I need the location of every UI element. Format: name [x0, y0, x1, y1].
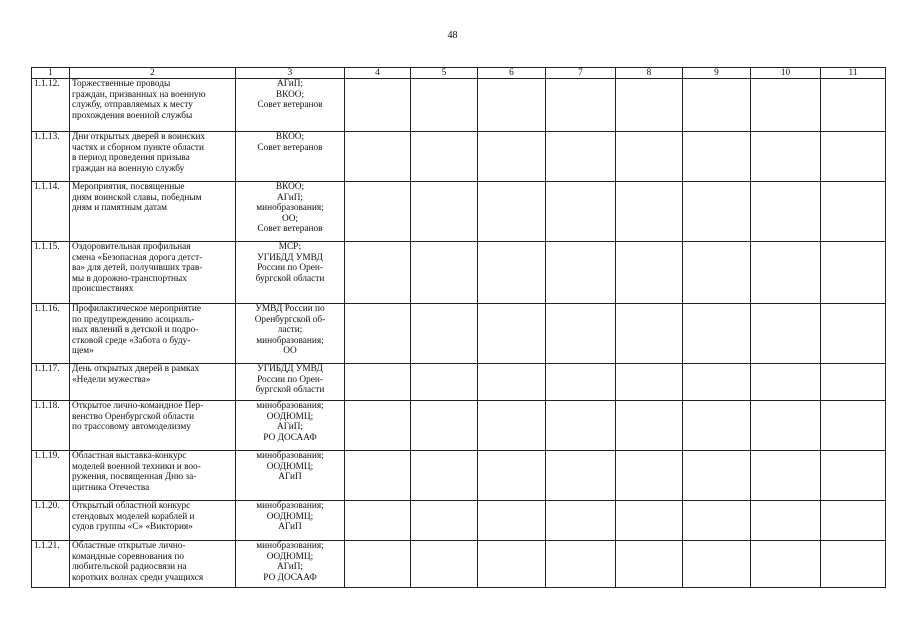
empty-cell-col-5	[411, 242, 478, 304]
empty-cell-col-5	[411, 541, 478, 588]
event-name	[70, 501, 236, 541]
empty-cell-col-4	[345, 79, 411, 132]
executor-line: минобразования;	[256, 541, 324, 551]
empty-cell-col-9	[683, 242, 751, 304]
event-name	[70, 304, 236, 364]
event-name	[70, 541, 236, 588]
row-number: 1.1.12.	[32, 79, 70, 132]
event-name-line: прохождения военной службы	[72, 110, 193, 121]
event-name-line: по трассовому автомоделизму	[72, 422, 191, 433]
empty-cell-col-10	[751, 182, 821, 242]
row-number: 1.1.16.	[32, 304, 70, 364]
empty-cell-col-7	[546, 132, 616, 182]
empty-cell-col-7	[546, 304, 616, 364]
executor-line: Оренбургской об-	[254, 314, 326, 325]
executor-line: ласти;	[277, 325, 303, 336]
executor-line: АГиП	[278, 472, 302, 483]
column-header-11: 11	[821, 68, 886, 79]
executor-line: АГиП;	[276, 422, 303, 433]
empty-cell-col-10	[751, 132, 821, 182]
column-header-1: 1	[32, 68, 70, 79]
empty-cell-col-5	[411, 364, 478, 401]
event-name-line: ружения, посвященная Дню за-	[72, 472, 197, 483]
column-header-5: 5	[411, 68, 478, 79]
empty-cell-col-6	[478, 242, 546, 304]
empty-cell-col-7	[546, 364, 616, 401]
executor-line: России по Орен-	[257, 263, 323, 274]
executors	[236, 242, 345, 304]
empty-cell-col-9	[683, 401, 751, 451]
executor-line: ВКОО;	[275, 132, 305, 142]
empty-cell-col-10	[751, 501, 821, 541]
empty-cell-col-10	[751, 451, 821, 501]
event-name-line: дням воинской славы, победным	[72, 192, 202, 203]
row-number: 1.1.19.	[32, 451, 70, 501]
column-header-4: 4	[345, 68, 411, 79]
executor-line: минобразования;	[256, 401, 324, 411]
empty-cell-col-5	[411, 182, 478, 242]
executors	[236, 401, 345, 451]
event-name-line: Областные открытые лично-	[72, 541, 186, 551]
empty-cell-col-5	[411, 401, 478, 451]
events-table	[31, 67, 886, 588]
row-number: 1.1.15.	[32, 242, 70, 304]
event-name	[70, 79, 236, 132]
table-body	[32, 79, 886, 588]
empty-cell-col-8	[616, 501, 683, 541]
column-header-2: 2	[70, 68, 236, 79]
row-number: 1.1.20.	[32, 501, 70, 541]
event-name-line: «Недели мужества»	[72, 374, 151, 385]
event-name-line: Областная выставка-конкурс	[72, 451, 187, 461]
executors	[236, 451, 345, 501]
event-name-line: Открытый областной конкурс	[72, 501, 191, 511]
executor-line: РО ДОСААФ	[263, 432, 317, 443]
event-name-line: Дни открытых дверей в воинских	[72, 132, 206, 142]
empty-cell-col-8	[616, 451, 683, 501]
empty-cell-col-11	[821, 304, 886, 364]
table-row	[32, 132, 886, 182]
event-name-line: ных явлений в детской и подро-	[72, 325, 199, 336]
empty-cell-col-6	[478, 304, 546, 364]
empty-cell-col-11	[821, 501, 886, 541]
executor-line: УГИБДД УМВД	[257, 364, 323, 374]
executor-line: минобразования;	[256, 451, 324, 461]
executor-line: МСР;	[278, 242, 302, 252]
empty-cell-col-10	[751, 541, 821, 588]
column-header-9: 9	[683, 68, 751, 79]
table-row	[32, 401, 886, 451]
executors	[236, 501, 345, 541]
event-name-line: стковой среде «Забота о буду-	[72, 335, 191, 346]
empty-cell-col-11	[821, 79, 886, 132]
event-name-line: стендовых моделей кораблей и	[72, 511, 195, 522]
row-number: 1.1.17.	[32, 364, 70, 401]
empty-cell-col-11	[821, 541, 886, 588]
event-name-line: дням и памятным датам	[72, 203, 168, 214]
column-header-6: 6	[478, 68, 546, 79]
empty-cell-col-6	[478, 364, 546, 401]
executor-line: бургской области	[255, 385, 325, 396]
executor-line: бургской области	[255, 273, 325, 284]
empty-cell-col-7	[546, 242, 616, 304]
event-name-line: смена «Безопасная дорога детст-	[72, 252, 203, 263]
empty-cell-col-6	[478, 79, 546, 132]
executor-line: ООДЮМЦ;	[266, 411, 314, 422]
row-number: 1.1.13.	[32, 132, 70, 182]
table-row	[32, 304, 886, 364]
table-row	[32, 242, 886, 304]
empty-cell-col-11	[821, 242, 886, 304]
empty-cell-col-5	[411, 79, 478, 132]
empty-cell-col-6	[478, 132, 546, 182]
empty-cell-col-11	[821, 401, 886, 451]
empty-cell-col-7	[546, 79, 616, 132]
header-row	[32, 68, 886, 79]
empty-cell-col-5	[411, 451, 478, 501]
event-name-line: Торжественные проводы	[72, 79, 171, 89]
empty-cell-col-4	[345, 501, 411, 541]
table-row	[32, 501, 886, 541]
executors	[236, 79, 345, 132]
executor-line: АГиП;	[276, 79, 303, 89]
empty-cell-col-9	[683, 364, 751, 401]
event-name-line: командные соревнования по	[72, 551, 184, 562]
event-name-line: граждан на военную службу	[72, 163, 185, 174]
empty-cell-col-8	[616, 304, 683, 364]
empty-cell-col-6	[478, 451, 546, 501]
event-name-line: службу, отправляемых к месту	[72, 100, 193, 111]
empty-cell-col-10	[751, 242, 821, 304]
empty-cell-col-4	[345, 182, 411, 242]
column-header-3: 3	[236, 68, 345, 79]
empty-cell-col-4	[345, 304, 411, 364]
empty-cell-col-10	[751, 79, 821, 132]
empty-cell-col-8	[616, 132, 683, 182]
table-row	[32, 182, 886, 242]
event-name-line: щем»	[72, 346, 94, 357]
executor-line: ОО;	[281, 213, 298, 224]
executor-line: Совет ветеранов	[257, 224, 323, 235]
empty-cell-col-4	[345, 242, 411, 304]
event-name-line: происшествиях	[72, 284, 134, 295]
empty-cell-col-5	[411, 304, 478, 364]
event-name-line: моделей военной техники и воо-	[72, 461, 201, 472]
row-number: 1.1.21.	[32, 541, 70, 588]
executor-line: ООДЮМЦ;	[266, 551, 314, 562]
empty-cell-col-4	[345, 132, 411, 182]
executor-line: УМВД России по	[255, 304, 325, 314]
event-name	[70, 401, 236, 451]
empty-cell-col-7	[546, 451, 616, 501]
table-row	[32, 364, 886, 401]
empty-cell-col-8	[616, 79, 683, 132]
empty-cell-col-7	[546, 182, 616, 242]
row-number: 1.1.18.	[32, 401, 70, 451]
empty-cell-col-8	[616, 401, 683, 451]
event-name-line: судов группы «С» «Виктория»	[72, 522, 193, 533]
executor-line: РО ДОСААФ	[263, 572, 317, 583]
executor-line: Совет ветеранов	[257, 100, 323, 111]
executors	[236, 182, 345, 242]
empty-cell-col-5	[411, 132, 478, 182]
event-name-line: Оздоровительная профильная	[72, 242, 191, 252]
empty-cell-col-9	[683, 132, 751, 182]
empty-cell-col-11	[821, 364, 886, 401]
empty-cell-col-8	[616, 242, 683, 304]
empty-cell-col-10	[751, 304, 821, 364]
empty-cell-col-10	[751, 364, 821, 401]
event-name-line: мы в дорожно-транспортных	[72, 273, 187, 284]
event-name	[70, 242, 236, 304]
column-header-7: 7	[546, 68, 616, 79]
empty-cell-col-6	[478, 401, 546, 451]
empty-cell-col-9	[683, 501, 751, 541]
event-name	[70, 132, 236, 182]
table-row	[32, 451, 886, 501]
executor-line: ООДЮМЦ;	[266, 511, 314, 522]
empty-cell-col-8	[616, 182, 683, 242]
event-name-line: коротких волнах среди учащихся	[72, 572, 204, 583]
empty-cell-col-4	[345, 541, 411, 588]
event-name-line: по предупреждению асоциаль-	[72, 314, 195, 325]
executor-line: ОО	[283, 346, 297, 357]
table-row	[32, 541, 886, 588]
empty-cell-col-11	[821, 451, 886, 501]
table-row	[32, 79, 886, 132]
row-number: 1.1.14.	[32, 182, 70, 242]
executor-line: УГИБДД УМВД	[257, 252, 323, 263]
executors	[236, 364, 345, 401]
event-name-line: Профилактическое мероприятие	[72, 304, 201, 314]
empty-cell-col-4	[345, 401, 411, 451]
empty-cell-col-7	[546, 401, 616, 451]
empty-cell-col-4	[345, 364, 411, 401]
event-name	[70, 182, 236, 242]
event-name-line: щитника Отечества	[72, 482, 150, 493]
event-name-line: граждан, призванных на военную	[72, 89, 206, 100]
executor-line: ООДЮМЦ;	[266, 461, 314, 472]
column-header-10: 10	[751, 68, 821, 79]
empty-cell-col-9	[683, 182, 751, 242]
empty-cell-col-6	[478, 501, 546, 541]
event-name-line: венство Оренбургской области	[72, 411, 195, 422]
executor-line: минобразования;	[256, 203, 324, 214]
event-name-line: Открытое лично-командное Пер-	[72, 401, 204, 411]
executor-line: минобразования;	[256, 501, 324, 511]
column-header-8: 8	[616, 68, 683, 79]
event-name-line: частях и сборном пункте области	[72, 142, 204, 153]
event-name	[70, 364, 236, 401]
empty-cell-col-5	[411, 501, 478, 541]
empty-cell-col-8	[616, 541, 683, 588]
empty-cell-col-6	[478, 541, 546, 588]
executors	[236, 132, 345, 182]
event-name-line: любительской радиосвязи на	[72, 562, 187, 573]
empty-cell-col-9	[683, 79, 751, 132]
empty-cell-col-11	[821, 182, 886, 242]
empty-cell-col-7	[546, 541, 616, 588]
empty-cell-col-9	[683, 304, 751, 364]
empty-cell-col-9	[683, 541, 751, 588]
event-name-line: Мероприятия, посвященные	[72, 182, 185, 192]
executors	[236, 304, 345, 364]
executors	[236, 541, 345, 588]
event-name	[70, 451, 236, 501]
executor-line: Совет ветеранов	[257, 142, 323, 153]
empty-cell-col-4	[345, 451, 411, 501]
executor-line: ВКОО;	[275, 89, 305, 100]
empty-cell-col-11	[821, 132, 886, 182]
empty-cell-col-9	[683, 451, 751, 501]
executor-line: ВКОО;	[275, 182, 305, 192]
empty-cell-col-8	[616, 364, 683, 401]
event-name-line: в период проведения призыва	[72, 153, 190, 164]
empty-cell-col-10	[751, 401, 821, 451]
empty-cell-col-6	[478, 182, 546, 242]
event-name-line: День открытых дверей в рамках	[72, 364, 200, 374]
empty-cell-col-7	[546, 501, 616, 541]
event-name-line: ва» для детей, получивших трав-	[72, 263, 203, 274]
executor-line: минобразования;	[256, 335, 324, 346]
executor-line: АГиП;	[276, 562, 303, 573]
executor-line: России по Орен-	[257, 374, 323, 385]
executor-line: АГиП	[278, 522, 302, 533]
page-number: 48	[447, 30, 458, 41]
executor-line: АГиП;	[276, 192, 303, 203]
